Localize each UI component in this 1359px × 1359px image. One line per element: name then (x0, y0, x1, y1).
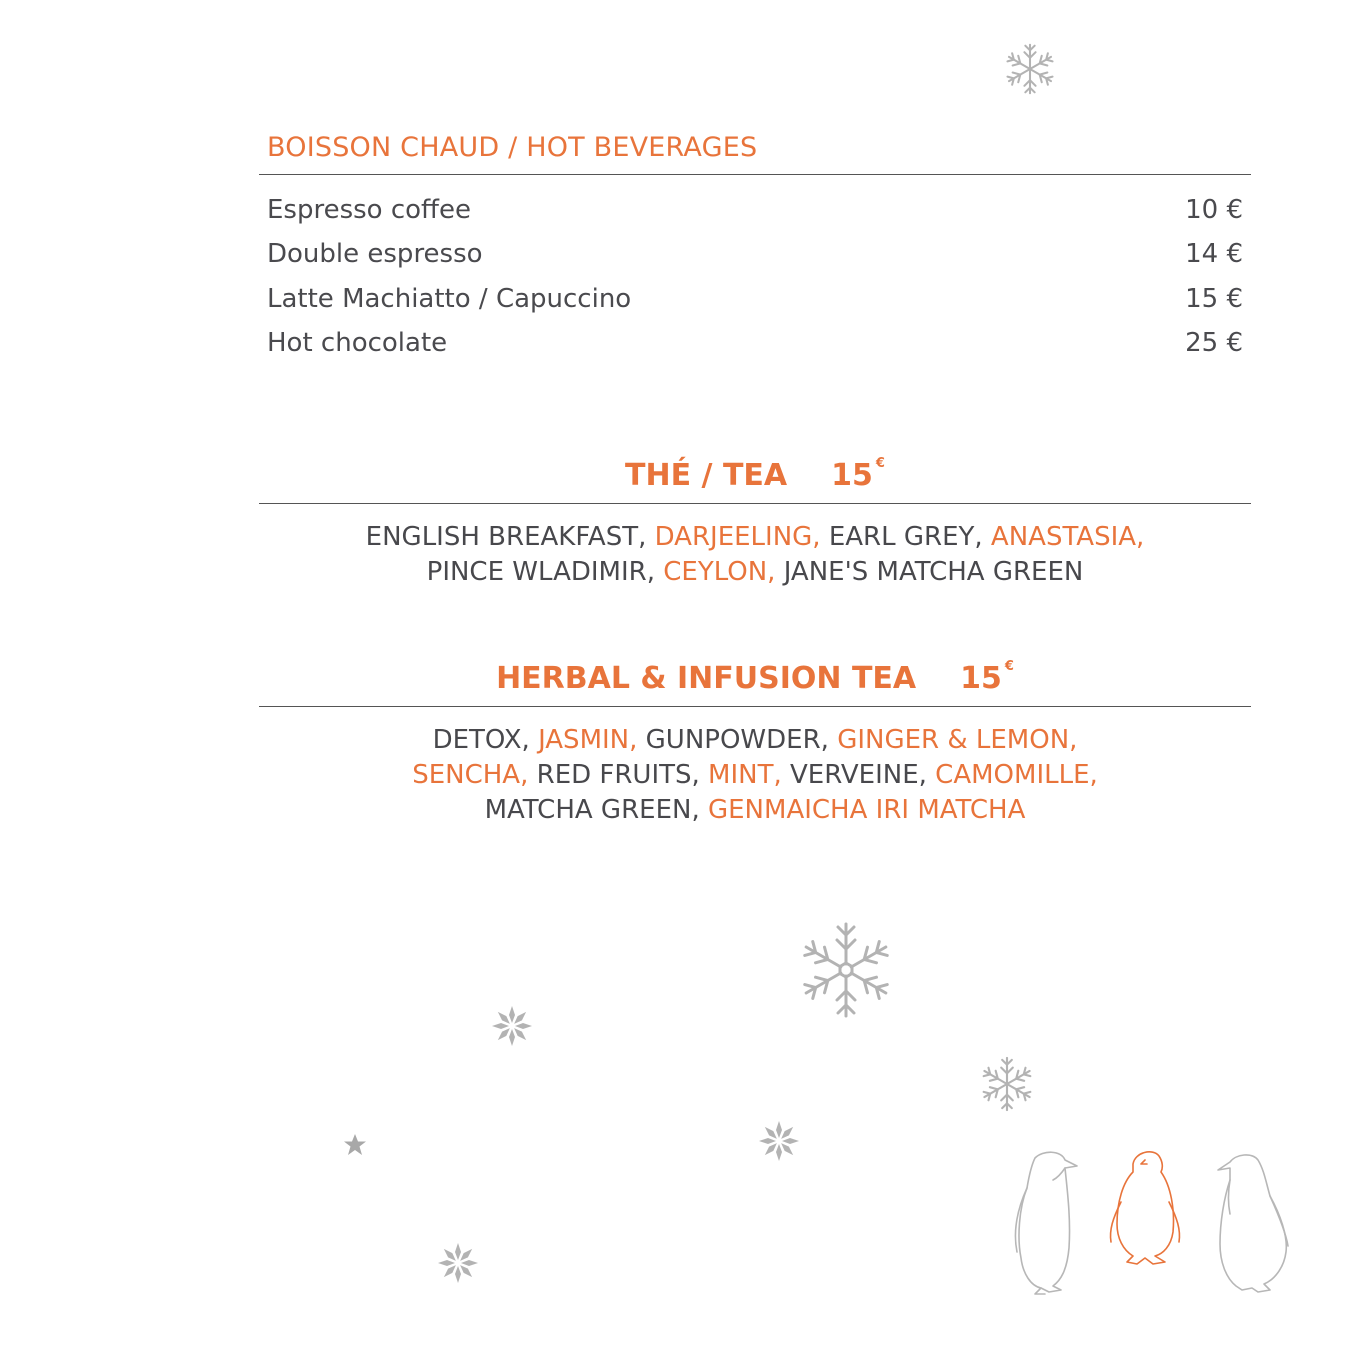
herbal-title: HERBAL & INFUSION TEA (496, 661, 917, 696)
tea-name: JANE'S MATCHA GREEN (783, 557, 1084, 587)
herbal-price: 15 (960, 661, 1002, 696)
penguin-icon (1005, 1148, 1085, 1300)
tea-list (259, 520, 1251, 590)
menu-item-price: 10 € (1185, 195, 1243, 225)
divider (259, 174, 1251, 175)
herbal-title-row (259, 661, 1251, 696)
tea-name: MATCHA GREEN, (484, 795, 708, 825)
tea-name: PINCE WLADIMIR, (426, 557, 664, 587)
tea-currency: € (875, 456, 885, 471)
menu-item-name: Espresso coffee (267, 195, 471, 225)
tea-line (259, 793, 1251, 828)
snowflake-icon (800, 920, 892, 1020)
tea-name: CAMOMILLE, (935, 760, 1098, 790)
tea-name: EARL GREY, (828, 522, 991, 552)
tea-line (259, 723, 1251, 758)
tea-name: CEYLON, (663, 557, 784, 587)
star-flower-icon (490, 1004, 534, 1048)
tea-name: SENCHA, (412, 760, 537, 790)
tea-name: MINT, (708, 760, 791, 790)
herbal-list (259, 723, 1251, 828)
tea-name: ANASTASIA, (990, 522, 1145, 552)
menu-item (267, 279, 1243, 319)
tea-line (259, 758, 1251, 793)
tea-name: GINGER & LEMON, (837, 725, 1078, 755)
menu-item-price: 15 € (1185, 284, 1243, 314)
tea-line (259, 555, 1251, 590)
menu-item-name: Latte Machiatto / Capuccino (267, 284, 632, 314)
star-flower-icon (757, 1119, 801, 1163)
tea-price: 15 (831, 458, 873, 493)
penguin-icon (1208, 1148, 1292, 1300)
menu-item-name: Double espresso (267, 239, 483, 269)
menu-item (267, 234, 1243, 274)
herbal-currency: € (1004, 659, 1014, 674)
star-icon (343, 1133, 367, 1157)
tea-name: ENGLISH BREAKFAST, (365, 522, 655, 552)
penguin-icon (1105, 1146, 1185, 1270)
menu-item-price: 14 € (1185, 239, 1243, 269)
tea-line (259, 520, 1251, 555)
tea-name: VERVEINE, (790, 760, 936, 790)
divider (259, 706, 1251, 707)
snowflake-icon (1002, 40, 1058, 98)
tea-name: GENMAICHA IRI MATCHA (707, 795, 1026, 825)
hot-beverages-title: BOISSON CHAUD / HOT BEVERAGES (267, 132, 758, 163)
snowflake-icon (978, 1054, 1036, 1114)
menu-item-price: 25 € (1185, 328, 1243, 358)
tea-name: GUNPOWDER, (645, 725, 838, 755)
tea-title: THÉ / TEA (625, 458, 788, 493)
tea-name: RED FRUITS, (536, 760, 709, 790)
tea-title-row (259, 458, 1251, 493)
menu-item (267, 323, 1243, 363)
star-flower-icon (436, 1241, 480, 1285)
tea-name: DETOX, (432, 725, 539, 755)
menu-item-name: Hot chocolate (267, 328, 448, 358)
divider (259, 503, 1251, 504)
tea-name: JASMIN, (538, 725, 646, 755)
menu-item (267, 190, 1243, 230)
tea-name: DARJEELING, (654, 522, 829, 552)
